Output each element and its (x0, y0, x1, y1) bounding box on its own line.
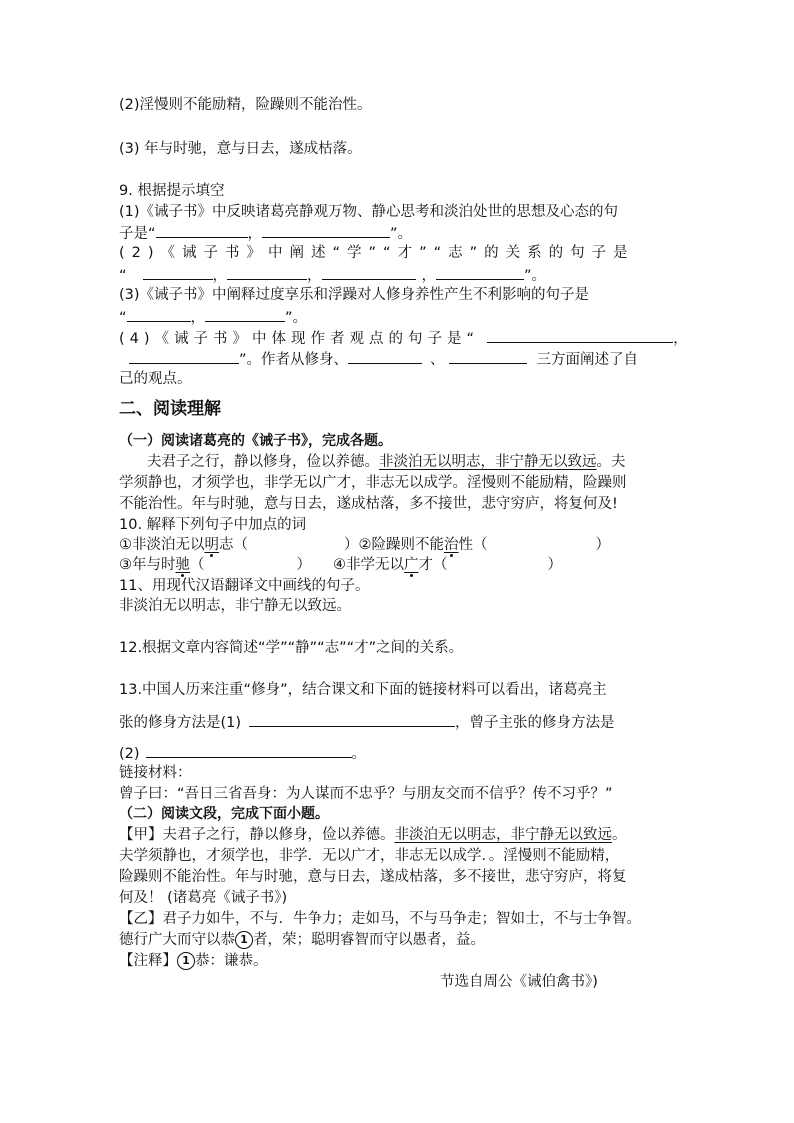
jia-line-4: 何及！ (诸葛亮《诫子书》) (119, 890, 288, 906)
q8-item-2: (2)淫慢则不能励精，险躁则不能治性。 (119, 97, 372, 113)
answer-blank[interactable] (129, 348, 239, 364)
q11-sentence: 非淡泊无以明志，非宁静无以致远。 (119, 598, 351, 614)
answer-blank[interactable] (249, 711, 455, 727)
q9-item-3-line-1: (3)《诫子书》中阐释过度享乐和浮躁对人修身养性产生不利影响的句子是 (119, 287, 590, 303)
link-material-label: 链接材料： (119, 765, 192, 781)
underlined-sentence: 非淡泊无以明志，非宁静无以致远 (379, 454, 597, 470)
passage-1-line-3: 不能治性。年与时驰，意与日去，遂成枯落，多不接世，悲守穷庐，将复何及! (119, 496, 618, 512)
part-2-title: （二）阅读文段，完成下面小题。 (119, 806, 329, 822)
q8-item-3: (3) 年与时驰，意与日去，遂成枯落。 (119, 141, 362, 157)
answer-blank[interactable] (156, 222, 248, 238)
yi-label: 【乙】 (119, 911, 163, 927)
footnote-marker: 1 (177, 952, 195, 970)
answer-blank[interactable] (227, 264, 307, 280)
dotted-char: 明 (204, 537, 219, 553)
jia-line-3: 险躁则不能治性。年与时驰，意与日去，遂成枯落，多不接世，悲守穷庐，将复 (119, 869, 627, 885)
link-material-text: 曾子曰：“吾日三省吾身：为人谋而不忠乎？与朋友交而不信乎？传不习乎？” (119, 786, 613, 802)
note-line: 【注释】 1 恭：谦恭。 (119, 953, 268, 969)
q13-line-1: 13.中国人历来注重“修身”，结合课文和下面的链接材料可以看出，诸葛亮主 (119, 682, 607, 698)
dotted-char: 治 (444, 537, 459, 553)
jia-line-1: 【甲】夫君子之行，静以修身，俭以养德。非淡泊无以明志，非宁静无以致远。 (119, 827, 627, 843)
q11-title: 11、用现代汉语翻译文中画线的句子。 (119, 578, 370, 594)
q10-row-1: ①非淡泊无以明志（ ）②险躁则不能治性（ ） (119, 537, 610, 553)
footnote-marker: 1 (235, 931, 253, 949)
dotted-char: 驰 (175, 557, 190, 573)
q9-item-1-line-2: 子是“ ， ”。 (119, 222, 412, 244)
source-citation: 节选自周公《诫伯禽书》) (440, 974, 598, 990)
dotted-char: 广 (404, 557, 419, 573)
answer-blank[interactable] (322, 264, 416, 280)
answer-blank[interactable] (449, 348, 527, 364)
q10-row-2: ③年与时驰（ ） ④非学无以广才（ ） (119, 557, 562, 573)
note-label: 【注释】 (119, 953, 177, 969)
answer-blank[interactable] (127, 306, 191, 322)
answer-blank[interactable] (262, 222, 390, 238)
part-1-title: （一）阅读诸葛亮的《诫子书》，完成各题。 (119, 433, 392, 449)
answer-blank[interactable] (205, 306, 285, 322)
answer-blank[interactable] (146, 742, 352, 758)
q13-line-3: (2) 。 (119, 742, 366, 764)
q9-item-3-line-2: “ ， ”。 (119, 306, 307, 328)
jia-label: 【甲】 (119, 827, 163, 843)
q9-title: 9. 根据提示填空 (119, 183, 225, 199)
passage-1-line-2: 学须静也，才须学也，非学无以广才，非志无以成学。淫慢则不能励精，险躁则 (119, 475, 627, 491)
underlined-sentence: 非淡泊无以明志，非宁静无以致远 (394, 827, 612, 843)
answer-blank[interactable] (348, 348, 422, 364)
q9-item-2-line-2: “ ， ， ， ”。 (119, 264, 546, 286)
answer-blank[interactable] (487, 327, 673, 343)
jia-line-2: 夫学须静也，才须学也，非学．无以广才，非志无以成学．。淫慢则不能励精， (119, 848, 620, 864)
q9-item-2-line-1: (2)《诫子书》中阐述“学”“才”“志”的关系的句子是 (119, 245, 635, 261)
yi-line-1: 【乙】君子力如牛，不与．牛争力；走如马，不与马争走；智如士，不与士争智。 (119, 911, 641, 927)
q9-item-4-line-3: 己的观点。 (119, 371, 192, 387)
yi-line-2: 德行广大而守以恭 1 者，荣；聪明睿智而守以愚者，益。 (119, 932, 485, 948)
q9-item-4-line-1: (4)《诫子书》中体现作者观点的句子是“ ， (119, 327, 688, 349)
passage-1-line-1: 夫君子之行，静以修身，俭以养德。非淡泊无以明志，非宁静无以致远。夫 (147, 454, 626, 470)
answer-blank[interactable] (436, 264, 524, 280)
section-2-title: 二、阅读理解 (119, 399, 221, 419)
q9-item-4-line-2: ”。作者从修身、 、 三方面阐述了自 (119, 348, 638, 370)
q13-line-2: 张的修身方法是(1) ，曾子主张的修身方法是 (119, 711, 615, 733)
q12: 12.根据文章内容简述“学”“静”“志”“才”之间的关系。 (119, 640, 464, 656)
q9-item-1-line-1: (1)《诫子书》中反映诸葛亮静观万物、静心思考和淡泊处世的思想及心态的句 (119, 204, 619, 220)
answer-blank[interactable] (143, 264, 213, 280)
q10-title: 10. 解释下列句子中加点的词 (119, 517, 307, 533)
